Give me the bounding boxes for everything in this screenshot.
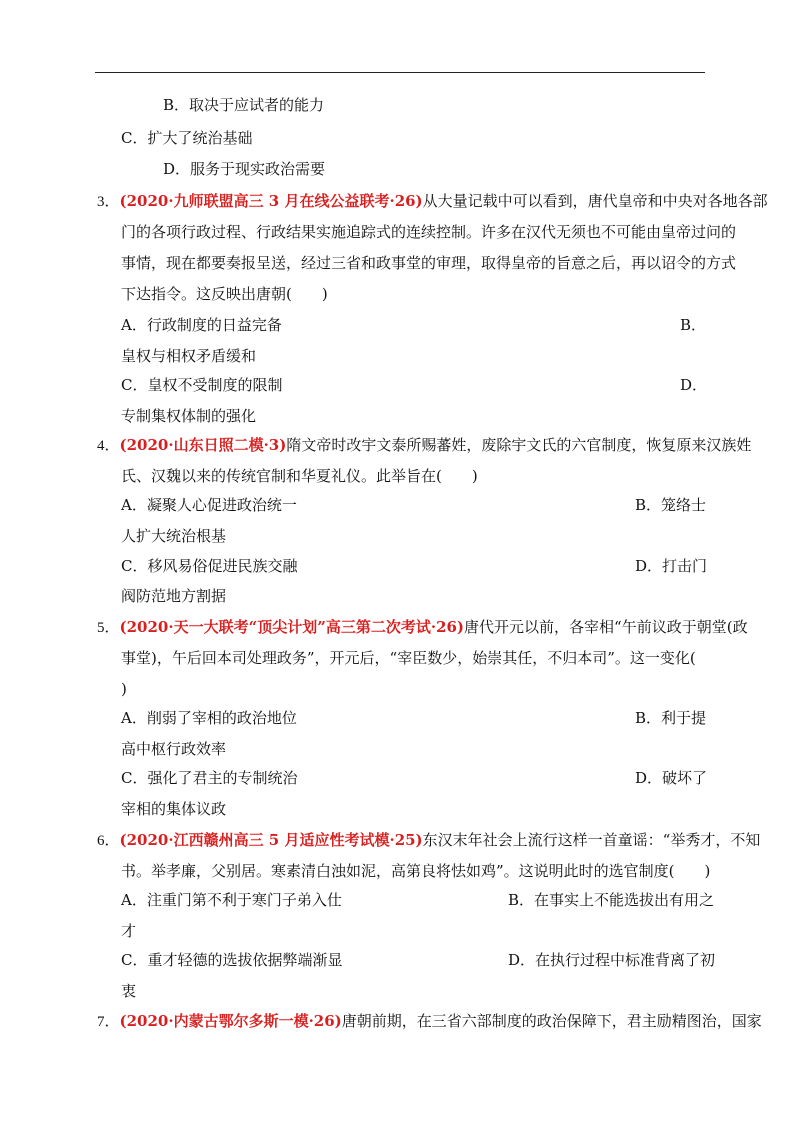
q4-option-d-tail: 阀防范地方割据 [121, 587, 227, 605]
q6-source: (2020·江西赣州高三 5 月适应性考试模·25) [119, 831, 423, 849]
q3-option-d-head: D． [680, 376, 708, 394]
q3-option-d-tail: 专制集权体制的强化 [121, 407, 257, 425]
q2-option-d: D．服务于现实政治需要 [163, 160, 326, 178]
q3-text-line4: 下达指令。这反映出唐朝( ) [121, 285, 328, 303]
q4-option-a: A．凝聚人心促进政治统一 [121, 496, 297, 514]
q2-option-b: B．取决于应试者的能力 [163, 96, 325, 114]
q3-option-b-head: B． [680, 316, 707, 334]
q5-number: 5． [97, 620, 120, 636]
q4-text-line2: 氏、汉魏以来的传统官制和华夏礼仪。此举旨在( ) [121, 467, 478, 485]
q3-option-a: A．行政制度的日益完备 [121, 316, 282, 334]
q3-text-line1: 从大量记载中可以看到，唐代皇帝和中央对各地各部 [422, 192, 768, 210]
q5-option-b-tail: 高中枢行政效率 [121, 740, 227, 758]
q7-number: 7． [97, 1014, 120, 1030]
q4-option-b-tail: 人扩大统治根基 [121, 527, 227, 545]
q3-text-line2: 门的各项行政过程、行政结果实施追踪式的连续控制。许多在汉代无须也不可能由皇帝过问的 [121, 223, 737, 241]
q5-stem-line1 [97, 617, 748, 638]
header-rule [95, 72, 705, 73]
q5-option-d-head: D．破坏了 [635, 769, 708, 787]
q6-option-d-tail: 衷 [121, 982, 137, 1000]
q4-number: 4． [97, 438, 120, 454]
q3-number: 3． [97, 194, 120, 210]
q3-stem-line1 [97, 191, 768, 212]
q4-source: (2020·山东日照二模·3) [119, 436, 287, 454]
q4-option-c: C．移风易俗促进民族交融 [121, 557, 298, 575]
q6-option-d-head: D．在执行过程中标准背离了初 [508, 951, 716, 969]
q5-option-d-tail: 宰相的集体议政 [121, 800, 227, 818]
q4-text-line1: 隋文帝时改宇文泰所赐蕃姓，废除宇文氏的六官制度，恢复原来汉族姓 [286, 436, 752, 454]
q6-option-b-head: B．在事实上不能选拔出有用之 [508, 891, 715, 909]
q4-option-b-head: B．笼络士 [635, 496, 707, 514]
q3-source: (2020·九师联盟高三 3 月在线公益联考·26) [119, 192, 423, 210]
q6-option-a: A．注重门第不利于寒门子弟入仕 [121, 891, 342, 909]
q6-text-line2: 书。举孝廉，父别居。寒素清白浊如泥，高第良将怯如鸡”。这说明此时的选官制度( ) [121, 862, 711, 880]
q4-option-d-head: D．打击门 [635, 557, 708, 575]
q6-stem-line1 [97, 830, 760, 851]
q7-stem-line1 [97, 1011, 762, 1032]
q3-option-c: C．皇权不受制度的限制 [121, 376, 283, 394]
q3-option-b-tail: 皇权与相权矛盾缓和 [121, 347, 257, 365]
q5-option-a: A．削弱了宰相的政治地位 [121, 709, 297, 727]
q5-text-line1: 唐代开元以前，各宰相“午前议政于朝堂(政 [464, 618, 748, 636]
q6-option-c: C．重才轻德的选拔依据弊端渐显 [121, 951, 343, 969]
q6-option-b-tail: 才 [121, 922, 137, 940]
q3-text-line3: 事情，现在都要奏报呈送，经过三省和政事堂的审理，取得皇帝的旨意之后，再以诏令的方式 [121, 254, 737, 272]
q2-option-c: C．扩大了统治基础 [121, 129, 253, 147]
q6-text-line1: 东汉末年社会上流行这样一首童谣：“举秀才，不知 [422, 831, 761, 849]
q5-option-c: C．强化了君主的专制统治 [121, 769, 298, 787]
q6-number: 6． [97, 833, 120, 849]
q4-stem-line1 [97, 435, 751, 456]
q5-source: (2020·天一大联考“顶尖计划”高三第二次考试·26) [119, 618, 465, 636]
q7-text-line1: 唐朝前期，在三省六部制度的政治保障下，君主励精图治，国家 [341, 1012, 762, 1030]
q5-text-line3: ) [121, 680, 127, 698]
q5-option-b-head: B．利于提 [635, 709, 707, 727]
q5-text-line2: 事堂)，午后回本司处理政务”，开元后，“宰臣数少，始崇其任，不归本司”。这一变化( [121, 649, 696, 667]
q7-source: (2020·内蒙古鄂尔多斯一模·26) [119, 1012, 342, 1030]
